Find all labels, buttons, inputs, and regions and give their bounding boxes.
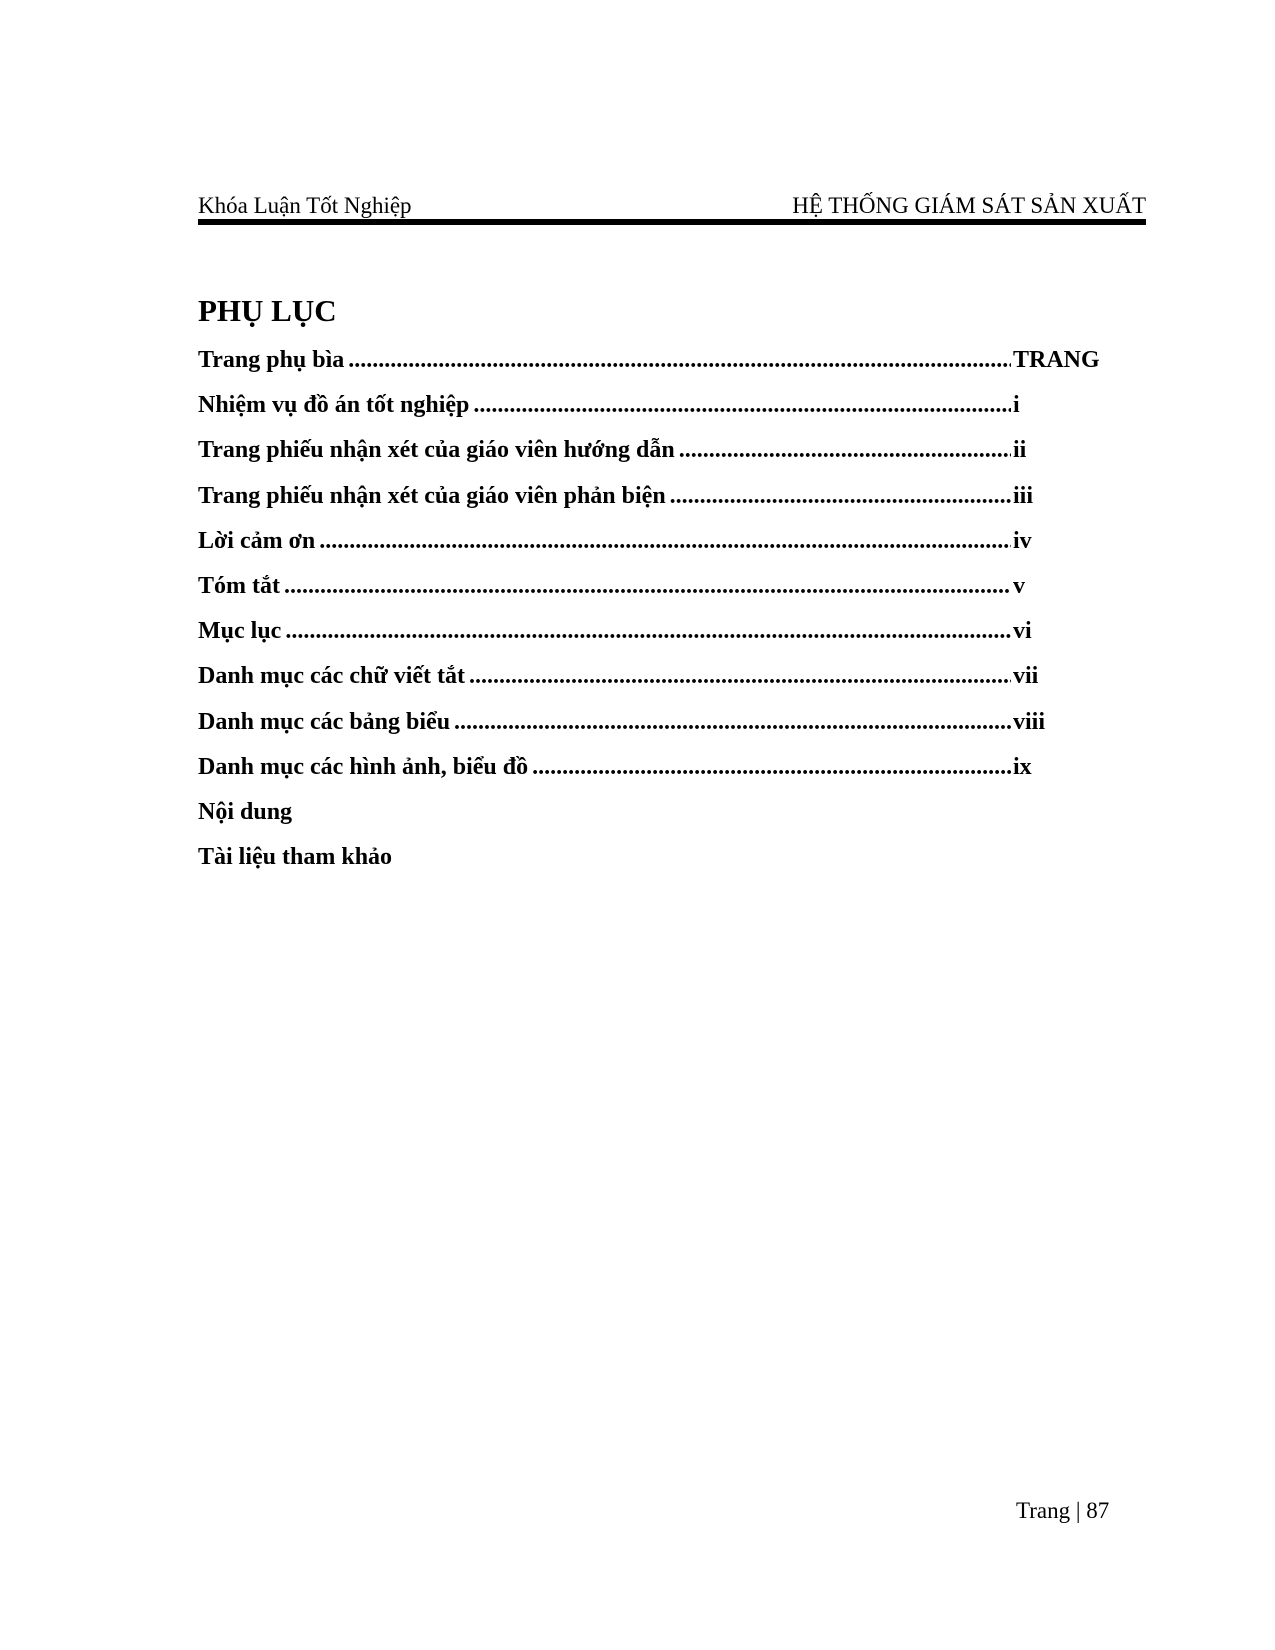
toc-entry-label: Trang phiếu nhận xét của giáo viên hướng dẫn	[198, 437, 675, 464]
toc-dot-leader	[532, 752, 1011, 782]
toc-entry-page: iii	[1013, 482, 1034, 509]
toc-dot-leader	[473, 390, 1011, 420]
toc-entry-label: Danh mục các chữ viết tắt	[198, 663, 466, 690]
toc-dot-leader	[454, 707, 1011, 737]
toc-dot-leader	[319, 526, 1011, 556]
toc-entry-page: viii	[1013, 708, 1046, 735]
toc-entry-label: Mục lục	[198, 618, 282, 645]
toc-entry-label: Tài liệu tham khảo	[198, 844, 393, 871]
toc-entry-label: Danh mục các hình ảnh, biểu đồ	[198, 753, 529, 780]
toc-entry	[198, 571, 1113, 616]
header-rule	[198, 219, 1146, 225]
toc-dot-leader	[469, 661, 1011, 691]
toc-dot-leader	[348, 345, 1011, 375]
toc-entry-page: ii	[1013, 437, 1027, 464]
toc-entry-label: Trang phiếu nhận xét của giáo viên phản biện	[198, 482, 666, 509]
toc-entry	[198, 661, 1113, 706]
toc-entry	[198, 481, 1113, 526]
toc-entry-label: Tóm tắt	[198, 572, 280, 599]
toc-entry	[198, 797, 1113, 842]
table-of-contents	[198, 345, 1113, 887]
toc-dot-leader	[670, 481, 1011, 511]
toc-entry	[198, 842, 1113, 887]
toc-entry-page: iv	[1013, 527, 1032, 554]
toc-entry-label: Danh mục các bảng biểu	[198, 708, 451, 735]
toc-entry-label: Nội dung	[198, 798, 293, 825]
header-left-title: Khóa Luận Tốt Nghiệp	[198, 193, 412, 218]
running-header	[198, 188, 1146, 220]
toc-dot-leader	[284, 571, 1011, 601]
toc-entry-page: i	[1013, 392, 1020, 419]
toc-entry	[198, 526, 1113, 571]
toc-entry-page: v	[1013, 572, 1025, 599]
toc-entry-page: vi	[1013, 618, 1032, 645]
page-footer: Trang | 87	[1016, 1498, 1110, 1523]
toc-entry	[198, 752, 1113, 797]
toc-entry	[198, 707, 1113, 752]
toc-entry	[198, 616, 1113, 661]
toc-entry-page: vii	[1013, 663, 1039, 690]
toc-entry-label: Lời cảm ơn	[198, 527, 316, 554]
toc-dot-leader	[285, 616, 1011, 646]
toc-entry-label: Trang phụ bìa	[198, 347, 345, 373]
toc-entry	[198, 435, 1113, 480]
toc-entry-label: Nhiệm vụ đồ án tốt nghiệp	[198, 392, 470, 419]
toc-entry	[198, 390, 1113, 435]
toc-entry-page: TRANG	[1013, 347, 1100, 373]
toc-dot-leader	[679, 435, 1011, 465]
toc-entry-page: ix	[1013, 753, 1032, 780]
toc-entry	[198, 345, 1113, 390]
header-right-title: HỆ THỐNG GIÁM SÁT SẢN XUẤT	[792, 193, 1146, 218]
section-title: PHỤ LỤC	[198, 293, 337, 328]
